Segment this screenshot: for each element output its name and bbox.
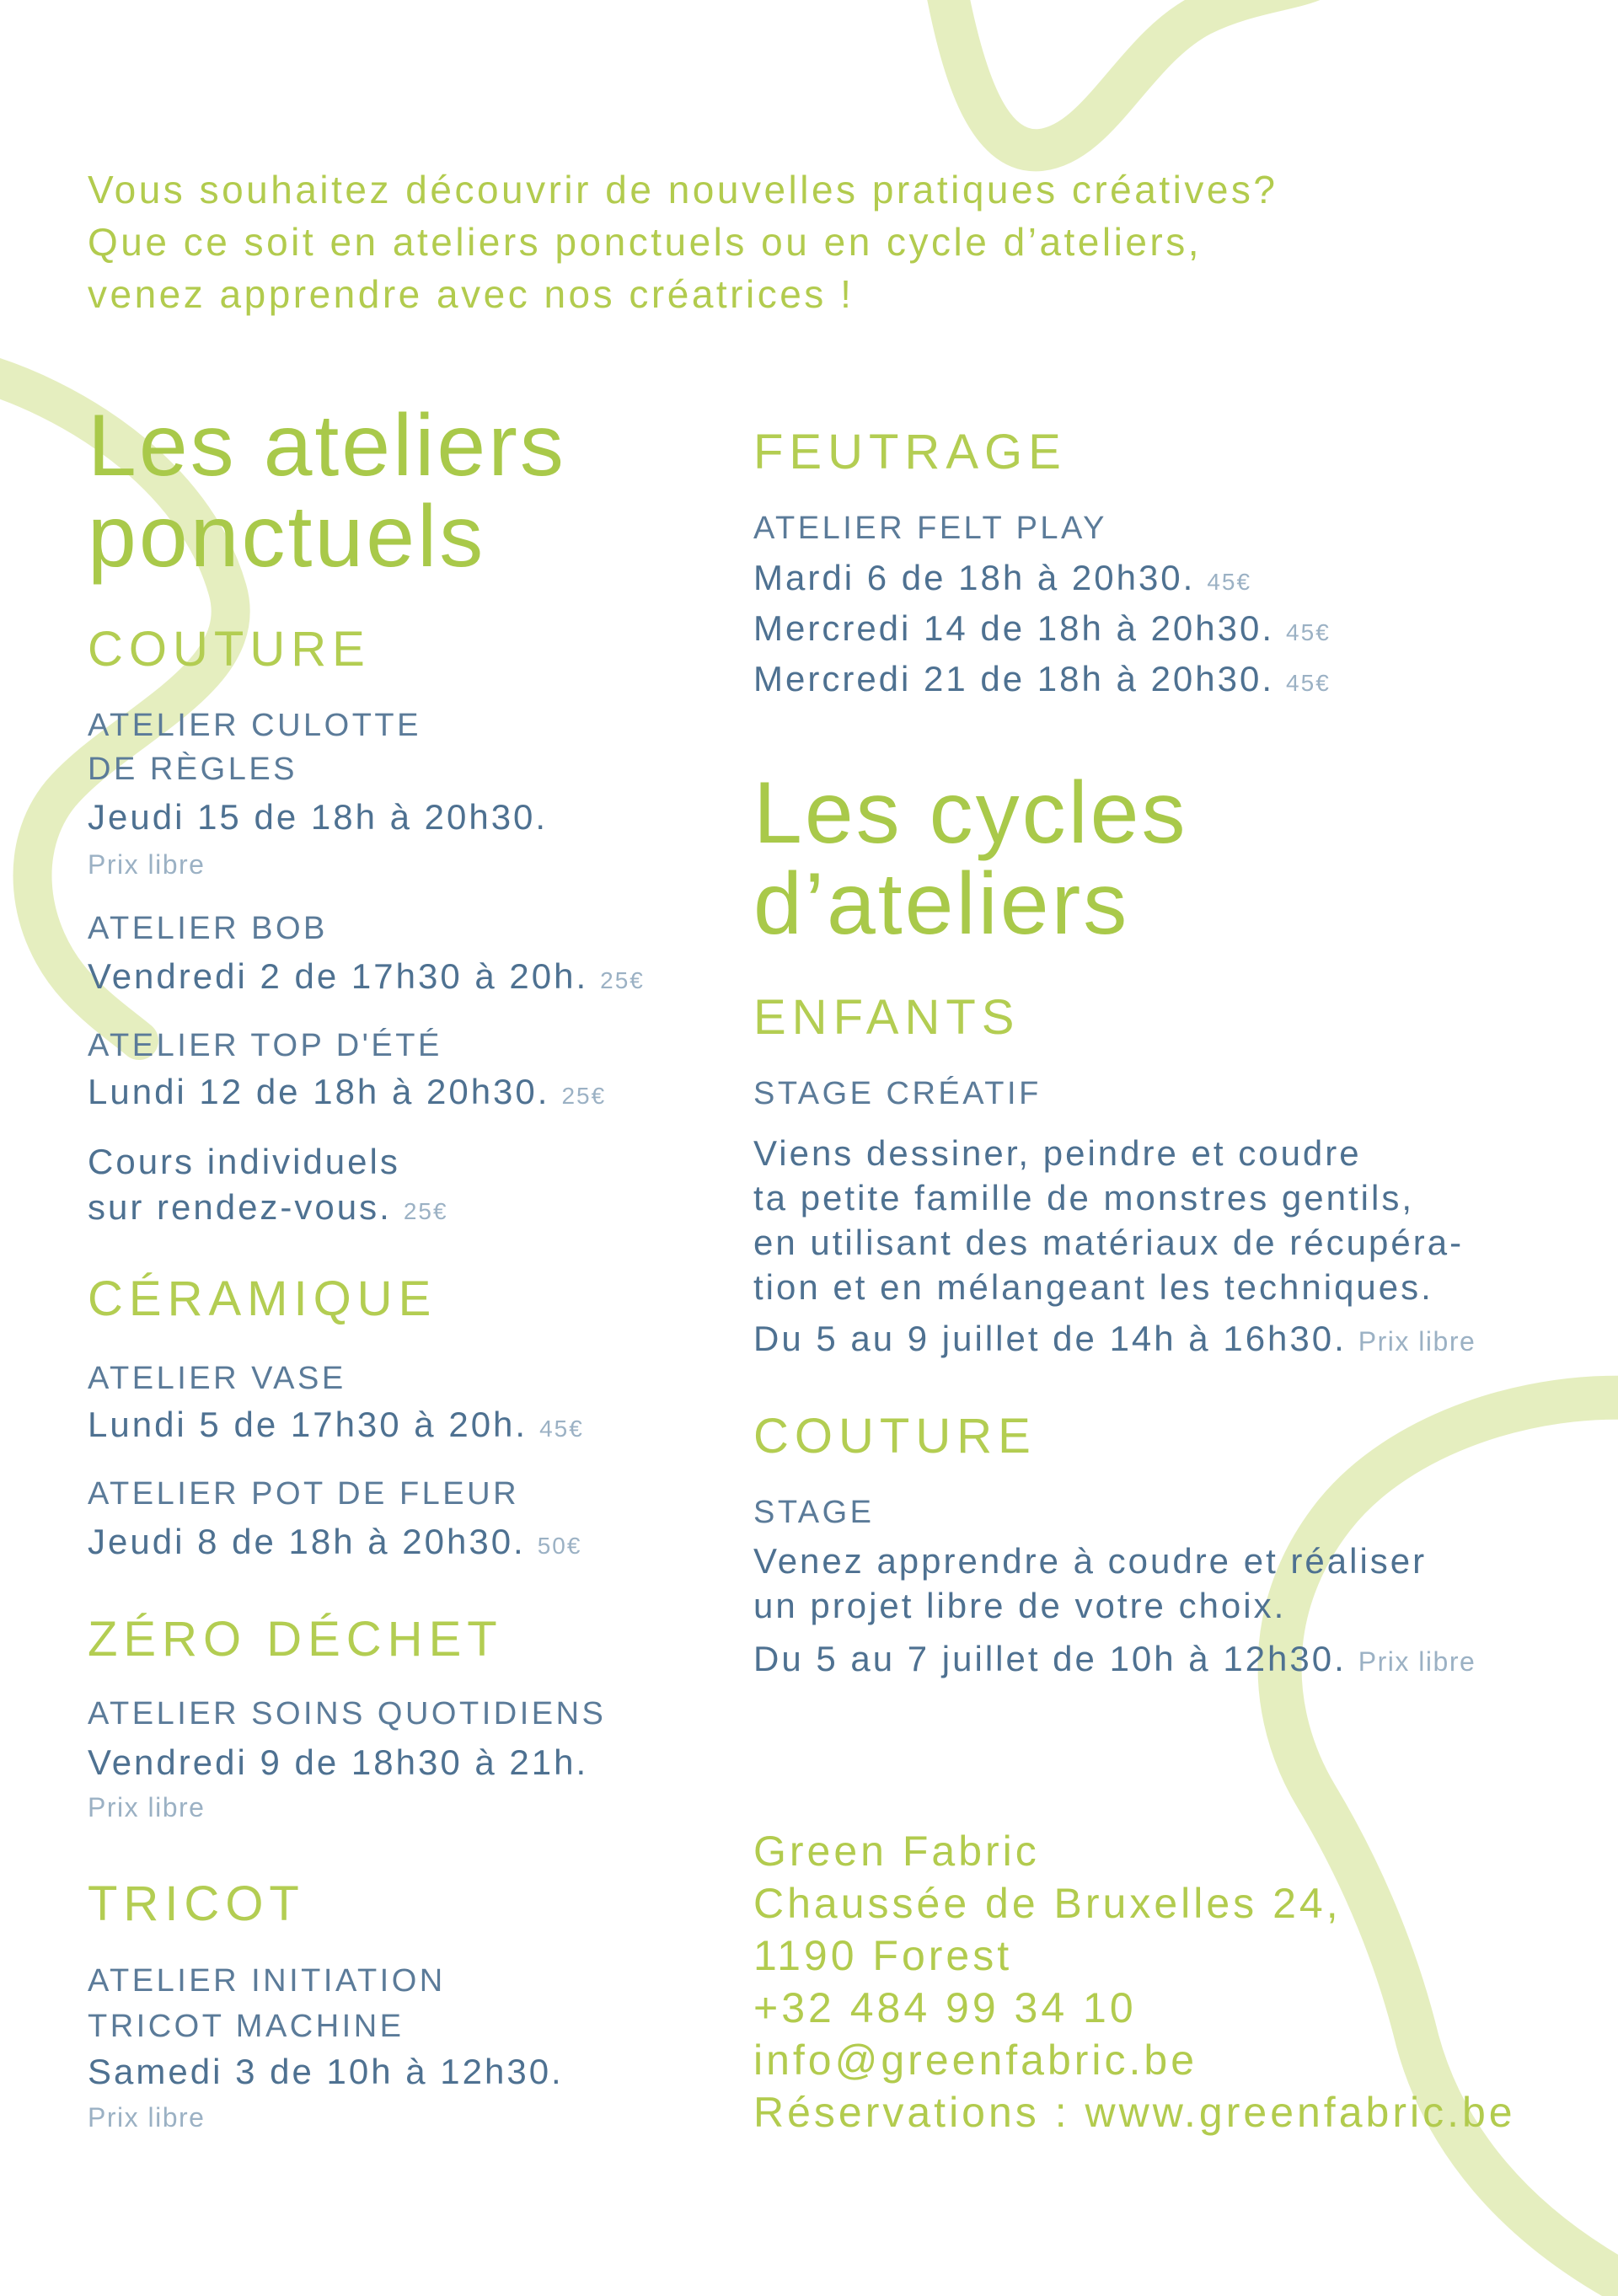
- individual-line: [88, 1185, 448, 1234]
- ceramique-heading: CÉRAMIQUE: [88, 1271, 437, 1326]
- individual-text: sur rendez-vous.: [88, 1187, 392, 1227]
- workshop-title: [88, 704, 421, 791]
- description-line: Viens dessiner, peindre et coudre: [753, 1133, 1362, 1173]
- workshop-date-line: [88, 1519, 581, 1569]
- workshop-date-line: [88, 1069, 606, 1119]
- zero-dechet-heading: ZÉRO DÉCHET: [88, 1612, 503, 1667]
- workshop-date: Lundi 5 de 17h30 à 20h.: [88, 1405, 528, 1444]
- description-line: un projet libre de votre choix.: [753, 1586, 1287, 1625]
- description-line: tion et en mélangeant les techniques.: [753, 1267, 1433, 1307]
- stage-date-line: [753, 1316, 1476, 1364]
- workshop-price: 45€: [539, 1416, 584, 1442]
- title-line: d’ateliers: [753, 855, 1130, 953]
- workshop-date: Vendredi 2 de 17h30 à 20h.: [88, 956, 589, 996]
- workshop-price: 45€: [1286, 619, 1331, 645]
- workshop-title-line: ATELIER CULOTTE: [88, 708, 421, 743]
- workshop-date: Mardi 6 de 18h à 20h30.: [753, 558, 1196, 597]
- individual-price: 25€: [403, 1198, 448, 1224]
- intro-line: Vous souhaitez découvrir de nouvelles pratiques créatives?: [88, 168, 1278, 211]
- description-line: Venez apprendre à coudre et réaliser: [753, 1541, 1428, 1581]
- workshop-date: Samedi 3 de 10h à 12h30.: [88, 2052, 564, 2091]
- contact-reservations: Réservations : www.greenfabric.be: [753, 2089, 1516, 2136]
- enfants-heading: ENFANTS: [753, 990, 1021, 1045]
- workshop-title: ATELIER BOB: [88, 911, 328, 946]
- contact-block: [753, 1825, 1516, 2138]
- workshop-title-line: TRICOT MACHINE: [88, 2009, 404, 2044]
- stage-title: STAGE CRÉATIF: [753, 1076, 1042, 1111]
- contact-phone: +32 484 99 34 10: [753, 1984, 1137, 2031]
- date-line: [753, 554, 1331, 605]
- stage-date: Du 5 au 7 juillet de 10h à 12h30.: [753, 1639, 1347, 1678]
- workshop-date: Jeudi 8 de 18h à 20h30.: [88, 1522, 526, 1561]
- stage-description: [753, 1539, 1427, 1628]
- stage-description: [753, 1131, 1464, 1309]
- workshop-title: [88, 1958, 446, 2049]
- felt-play-dates: [753, 554, 1331, 706]
- workshop-date-line: [88, 1402, 584, 1452]
- workshop-price: 25€: [600, 967, 645, 993]
- cycles-title: [753, 764, 1188, 953]
- stage-price: Prix libre: [1358, 1326, 1476, 1357]
- title-line: Les ateliers: [88, 397, 566, 495]
- workshop-title-line: ATELIER INITIATION: [88, 1963, 446, 1999]
- stage-date-line: [753, 1636, 1476, 1684]
- stage-title: STAGE: [753, 1495, 875, 1530]
- stage-date: Du 5 au 9 juillet de 14h à 16h30.: [753, 1319, 1347, 1358]
- contact-city: 1190 Forest: [753, 1932, 1013, 1979]
- date-line: [753, 605, 1331, 656]
- workshop-title-line: DE RÈGLES: [88, 752, 298, 787]
- contact-name: Green Fabric: [753, 1828, 1040, 1875]
- workshop-date-line: [88, 954, 645, 1003]
- couture-cycle-heading: COUTURE: [753, 1409, 1037, 1464]
- workshop-price: Prix libre: [88, 849, 206, 880]
- contact-email: info@greenfabric.be: [753, 2036, 1198, 2084]
- description-line: en utilisant des matériaux de récupéra-: [753, 1223, 1465, 1262]
- workshop-title: ATELIER SOINS QUOTIDIENS: [88, 1696, 607, 1731]
- workshop-price: 45€: [1286, 670, 1331, 696]
- contact-street: Chaussée de Bruxelles 24,: [753, 1880, 1342, 1927]
- workshop-date: Mercredi 21 de 18h à 20h30.: [753, 659, 1275, 698]
- feutrage-heading: FEUTRAGE: [753, 425, 1067, 479]
- workshop-price: Prix libre: [88, 2102, 206, 2133]
- squiggle-top: [944, 0, 1323, 150]
- workshop-date: Vendredi 9 de 18h30 à 21h.: [88, 1742, 589, 1782]
- tricot-heading: TRICOT: [88, 1876, 305, 1931]
- workshop-title: ATELIER POT DE FLEUR: [88, 1476, 520, 1512]
- workshop-price: 25€: [561, 1083, 607, 1109]
- workshop-price: 50€: [537, 1533, 582, 1559]
- workshop-price: Prix libre: [88, 1792, 206, 1822]
- individual-line: Cours individuels: [88, 1142, 400, 1181]
- date-line: [753, 656, 1331, 706]
- stage-price: Prix libre: [1358, 1646, 1476, 1677]
- workshop-date: Mercredi 14 de 18h à 20h30.: [753, 608, 1275, 648]
- intro-line: Que ce soit en ateliers ponctuels ou en cycle d’ateliers,: [88, 220, 1203, 264]
- individual-lessons: [88, 1139, 448, 1234]
- intro-text: [88, 163, 1278, 320]
- intro-line: venez apprendre avec nos créatrices !: [88, 272, 855, 316]
- workshop-title: ATELIER TOP D'ÉTÉ: [88, 1028, 442, 1063]
- workshop-title: ATELIER FELT PLAY: [753, 511, 1107, 546]
- workshop-title: ATELIER VASE: [88, 1361, 346, 1396]
- workshop-date: Jeudi 15 de 18h à 20h30.: [88, 797, 549, 837]
- description-line: ta petite famille de monstres gentils,: [753, 1178, 1414, 1218]
- title-line: Les cycles: [753, 764, 1188, 862]
- workshop-date: Lundi 12 de 18h à 20h30.: [88, 1072, 550, 1111]
- couture-heading: COUTURE: [88, 622, 371, 677]
- workshop-price: 45€: [1207, 569, 1252, 595]
- title-line: ponctuels: [88, 488, 486, 586]
- ponctuels-title: [88, 397, 566, 586]
